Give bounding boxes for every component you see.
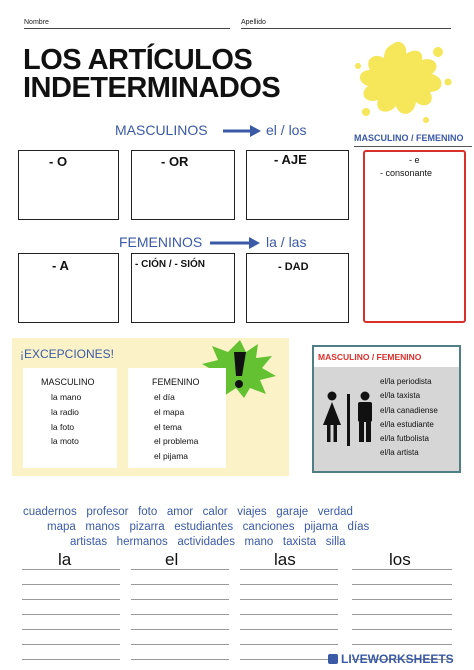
answer-line[interactable] [352,644,452,645]
footer-brand: LIVEWORKSHEETS [341,652,454,666]
mf-examples-panel [312,345,461,473]
word[interactable]: cuadernos [23,506,77,518]
word[interactable]: estudiantes [174,521,234,533]
excepciones-femenino-title: FEMENINO [152,377,200,387]
ending-o: - O [49,154,68,169]
liveworksheets-logo-icon [328,654,338,664]
answer-line[interactable] [352,614,452,615]
word-bank-row-2 [47,521,369,533]
word[interactable]: artistas [70,536,108,548]
column-header-la: la [58,550,72,569]
list-item: el problema [154,436,199,447]
title-line-1: LOS ARTÍCULOS [23,44,253,76]
mf-panel-divider [354,146,472,147]
ending-a: - A [52,258,69,273]
list-item: el tema [154,421,182,432]
title-line-2: INDETERMINADOS [23,72,281,104]
yellow-splash-icon [338,36,458,126]
answer-line[interactable] [240,644,338,645]
word[interactable]: taxista [282,536,317,548]
word[interactable]: foto [138,506,158,518]
answer-line[interactable] [352,569,452,570]
ending-box-a[interactable] [18,253,119,323]
word[interactable]: mapa [47,521,76,533]
femeninos-label: FEMENINOS [119,234,203,250]
word[interactable]: garaje [276,506,309,518]
arrow-right-icon [222,124,262,138]
ending-box-or[interactable] [131,150,235,220]
list-item: la foto [51,421,75,432]
answer-line[interactable] [22,614,120,615]
word[interactable]: actividades [177,536,235,548]
excepciones-masculino-list [51,390,81,449]
answer-line[interactable] [240,629,338,630]
masculinos-articles: el / los [266,122,307,138]
answer-line[interactable] [131,584,229,585]
excepciones-femenino-list [154,390,198,464]
answer-line[interactable] [352,584,452,585]
femeninos-articles: la / las [266,234,307,250]
arrow-right-icon [209,236,261,250]
surname-field[interactable] [241,28,451,29]
answer-line[interactable] [131,569,229,570]
mf-panel-title: MASCULINO / FEMENINO [354,133,464,143]
list-item: el/la taxista [380,391,421,401]
word[interactable]: calor [202,506,228,518]
name-field[interactable] [24,28,230,29]
word[interactable]: viajes [237,506,267,518]
ending-box-o[interactable] [18,150,119,220]
column-header-los: los [389,550,411,569]
surname-label: Apellido [241,19,266,26]
answer-line[interactable] [352,629,452,630]
mf-item-e: - e [409,155,420,165]
word[interactable]: profesor [86,506,129,518]
restroom-icon [318,391,378,451]
answer-line[interactable] [131,644,229,645]
masculinos-label: MASCULINOS [115,122,208,138]
excepciones-masculino-title: MASCULINO [41,377,95,387]
word[interactable]: pijama [304,521,338,533]
answer-line[interactable] [131,629,229,630]
answer-line[interactable] [22,644,120,645]
answer-line[interactable] [131,614,229,615]
ending-cion-sion: - CIÓN / - SIÓN [135,259,205,270]
excepciones-title: ¡EXCEPCIONES! [20,347,115,361]
answer-line[interactable] [240,599,338,600]
list-item: el/la futbolista [380,434,429,444]
mf-examples-title: MASCULINO / FEMENINO [318,352,422,362]
list-item: el pijama [154,451,189,462]
answer-line[interactable] [22,584,120,585]
answer-line[interactable] [131,659,229,660]
ending-box-dad[interactable] [246,253,349,323]
excepciones-femenino-card [128,368,226,468]
mf-item-consonante: - consonante [380,168,433,178]
answer-line[interactable] [240,614,338,615]
mf-examples-list [380,375,438,461]
column-header-el: el [165,550,179,569]
ending-aje: - AJE [274,152,307,167]
word[interactable]: días [347,521,370,533]
list-item: el/la estudiante [380,419,434,429]
word[interactable]: canciones [242,521,295,533]
answer-line[interactable] [22,569,120,570]
column-header-las: las [274,550,296,569]
answer-line[interactable] [240,569,338,570]
ending-box-aje[interactable] [246,150,349,220]
word[interactable]: amor [166,506,194,518]
list-item: el mapa [154,406,185,417]
word[interactable]: verdad [317,506,353,518]
answer-line[interactable] [131,599,229,600]
answer-line[interactable] [240,659,338,660]
list-item: el/la periodista [380,377,432,386]
excepciones-masculino-card [23,368,117,468]
list-item: el/la artista [380,448,419,458]
answer-line[interactable] [22,599,120,600]
mf-panel-box[interactable] [363,150,466,323]
list-item: el día [154,392,175,402]
word[interactable]: hermanos [116,536,168,548]
name-label: Nombre [24,19,49,26]
answer-line[interactable] [352,599,452,600]
list-item: la radio [51,406,79,417]
answer-line[interactable] [22,659,120,660]
ending-dad: - DAD [278,261,309,273]
word-bank-row-3 [70,536,346,548]
word[interactable]: mano [244,536,274,548]
answer-line[interactable] [240,584,338,585]
word[interactable]: pizarra [129,521,165,533]
word-bank-row-1 [23,506,353,518]
answer-line[interactable] [22,629,120,630]
word[interactable]: silla [325,536,346,548]
list-item: la mano [51,392,82,402]
list-item: el/la canadiense [380,405,438,415]
word[interactable]: manos [85,521,120,533]
list-item: la moto [51,436,79,447]
ending-or: - OR [161,154,189,169]
ending-box-cion-sion[interactable] [131,253,235,323]
